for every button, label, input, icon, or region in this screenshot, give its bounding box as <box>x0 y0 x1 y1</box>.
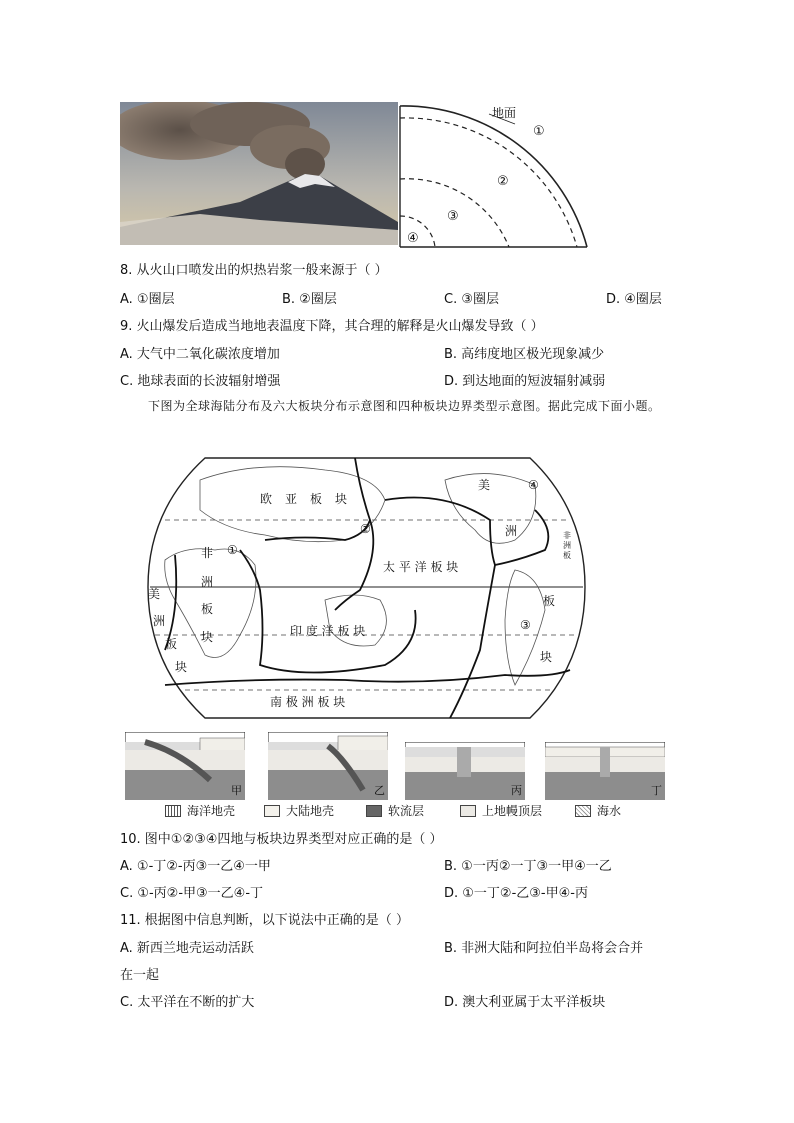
plate-label-pacific: 太 平 洋 板 块 <box>383 560 459 574</box>
boundary-label-ding: 丁 <box>651 784 662 797</box>
q10-option-c[interactable]: C. ①-丙②-甲③一乙④-丁 <box>120 886 264 901</box>
map-marker-1: ① <box>227 543 238 557</box>
legend-asthenosphere <box>366 802 424 819</box>
question-11-stem: 11. 根据图中信息判断，以下说法中正确的是（ ） <box>120 913 409 928</box>
boundary-label-jia: 甲 <box>231 784 242 797</box>
boundary-label-bing: 丙 <box>511 784 522 797</box>
q9-option-d[interactable]: D. 到达地面的短波辐射减弱 <box>444 374 606 389</box>
plate-label-america-left-2: 洲 <box>153 614 166 628</box>
volcano-photo <box>120 102 398 245</box>
plate-label-small-1: 非 <box>563 531 571 540</box>
q8-option-b[interactable]: B. ②圈层 <box>282 292 337 307</box>
plate-label-africa-3: 板 <box>201 602 214 616</box>
q11-option-d[interactable]: D. 澳大利亚属于太平洋板块 <box>444 995 606 1010</box>
q11-option-a[interactable]: A. 新西兰地壳运动活跃 <box>120 941 254 956</box>
q9-option-b[interactable]: B. 高纬度地区极光现象减少 <box>444 347 605 362</box>
map-marker-3: ③ <box>520 618 531 632</box>
plate-label-america-4: 块 <box>540 650 553 664</box>
seawater-swatch <box>575 805 591 817</box>
plate-label-eurasia-4: 块 <box>335 492 348 506</box>
plate-label-america-left-1: 美 <box>148 587 161 601</box>
plate-label-america-left-3: 板 <box>165 637 178 651</box>
legend-label: 上地幔顶层 <box>482 804 543 818</box>
plate-label-america-2: 洲 <box>505 524 518 538</box>
legend-oceanic-crust <box>165 802 235 819</box>
plate-label-eurasia-3: 板 <box>310 492 323 506</box>
q11-option-b[interactable]: B. 非洲大陆和阿拉伯半岛将会合并 <box>444 941 644 956</box>
plate-label-africa-2: 洲 <box>201 575 214 589</box>
plate-label-antarctic: 南 极 洲 板 块 <box>270 695 346 709</box>
legend-upper-mantle <box>460 802 542 819</box>
plate-label-africa-4: 块 <box>201 630 214 644</box>
plate-label-indian: 印 度 洋 板 块 <box>290 624 366 638</box>
q8-option-d[interactable]: D. ④圈层 <box>606 292 662 307</box>
q10-option-b[interactable]: B. ①一丙②一丁③一甲④一乙 <box>444 859 612 874</box>
plate-label-small-3: 板 <box>563 551 571 560</box>
plate-label-eurasia-1: 欧 <box>260 492 273 506</box>
q11-option-c[interactable]: C. 太平洋在不断的扩大 <box>120 995 255 1010</box>
plate-label-america-1: 美 <box>478 478 491 492</box>
q10-option-a[interactable]: A. ①-丁②-丙③一乙④一甲 <box>120 859 271 874</box>
legend-seawater <box>575 802 621 819</box>
legend-label: 软流层 <box>388 804 425 818</box>
q10-option-d[interactable]: D. ①一丁②-乙③-甲④-丙 <box>444 886 588 901</box>
plate-label-america-3: 板 <box>543 594 556 608</box>
asthenosphere-swatch <box>366 805 382 817</box>
question-10-stem: 10. 图中①②③④四地与板块边界类型对应正确的是（ ） <box>120 832 443 847</box>
oceanic-crust-swatch <box>165 805 181 817</box>
map-marker-4: ④ <box>528 478 539 492</box>
plate-label-eurasia-2: 亚 <box>285 492 298 506</box>
boundary-diagram-bing <box>405 742 525 800</box>
legend-label: 海水 <box>597 804 622 818</box>
q9-option-c[interactable]: C. 地球表面的长波辐射增强 <box>120 374 281 389</box>
boundary-diagram-jia <box>125 732 245 800</box>
q8-option-a[interactable]: A. ①圈层 <box>120 292 175 307</box>
plate-label-africa-1: 非 <box>201 546 214 560</box>
continental-crust-swatch <box>264 805 280 817</box>
legend-label: 大陆地壳 <box>286 804 335 818</box>
question-8-stem: 8. 从火山口喷发出的炽热岩浆一般来源于（ ） <box>120 263 388 278</box>
legend-label: 海洋地壳 <box>187 804 236 818</box>
layer-1-label: ① <box>533 124 545 139</box>
q9-option-a[interactable]: A. 大气中二氧化碳浓度增加 <box>120 347 280 362</box>
boundary-diagram-yi <box>268 732 388 800</box>
upper-mantle-swatch <box>460 805 476 817</box>
q8-option-c[interactable]: C. ③圈层 <box>444 292 499 307</box>
boundary-diagram-ding <box>545 742 665 800</box>
map-marker-2: ② <box>360 522 371 536</box>
layer-3-label: ③ <box>447 209 459 224</box>
layer-2-label: ② <box>497 174 509 189</box>
layer-4-label: ④ <box>407 231 419 246</box>
earth-layers-diagram <box>397 104 597 249</box>
plate-label-small-2: 洲 <box>563 541 571 550</box>
q11-option-b-continued: 在一起 <box>120 968 160 983</box>
section-intro <box>120 393 675 420</box>
question-9-stem: 9. 火山爆发后造成当地地表温度下降，其合理的解释是火山爆发导致（ ） <box>120 319 544 334</box>
boundary-label-yi: 乙 <box>374 784 385 797</box>
plate-label-america-left-4: 块 <box>175 660 188 674</box>
ground-label: 地面 <box>492 106 517 120</box>
intro-text: 下图为全球海陆分布及六大板块分布示意图和四种板块边界类型示意图。据此完成下面小题。 <box>148 399 661 413</box>
legend-continental-crust <box>264 802 334 819</box>
world-plate-map <box>145 450 588 725</box>
